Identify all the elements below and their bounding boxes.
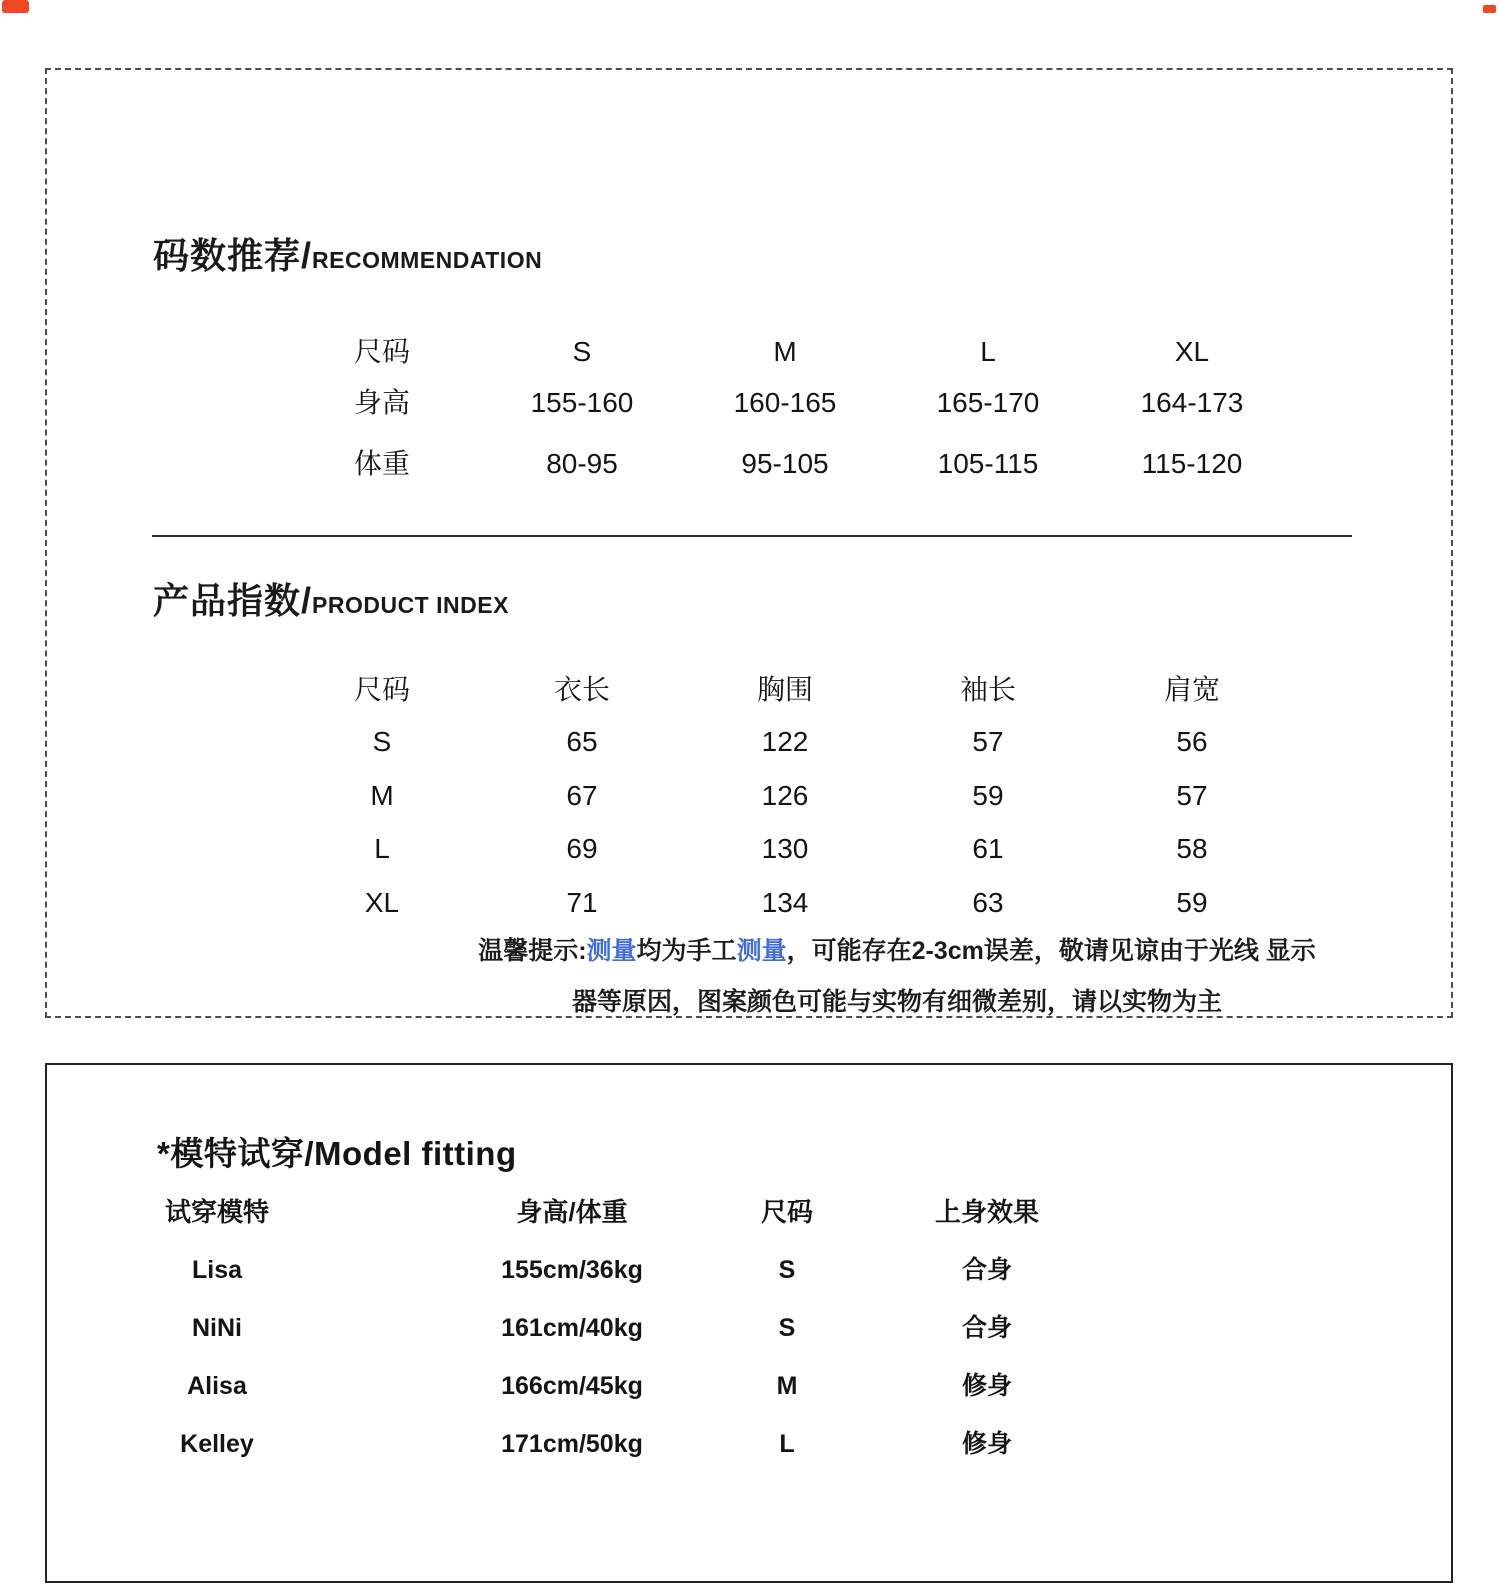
recommendation-title — [153, 234, 542, 278]
notice-line-1 — [347, 926, 1447, 977]
model-name: Kelley — [180, 1430, 254, 1458]
column-header: 试穿模特 — [164, 1197, 269, 1227]
notice-segment: 温馨提示: — [478, 937, 587, 965]
recommendation-row-weight — [47, 442, 1451, 486]
recommendation-title-en: RECOMMENDATION — [312, 247, 543, 273]
column-header: 衣长 — [553, 674, 610, 705]
model-name: NiNi — [192, 1314, 242, 1342]
table-cell: 126 — [761, 780, 809, 811]
notice-line-2: 器等原因，图案颜色可能与实物有细微差别，请以实物为主 — [571, 988, 1222, 1016]
notice-segment-highlight: 测量 — [586, 937, 637, 965]
table-cell: 130 — [761, 833, 809, 864]
model-fitting-header-row — [47, 1192, 1451, 1232]
column-header: 尺码 — [353, 674, 410, 705]
product-index-title-cn: 产品指数/ — [153, 580, 313, 621]
model-fitting-row — [47, 1250, 1451, 1290]
table-cell: 57 — [1176, 780, 1208, 811]
table-cell: 69 — [566, 833, 598, 864]
table-cell: 165-170 — [936, 387, 1040, 418]
corner-scribble-left — [2, 0, 29, 13]
notice-segment: ，可能存在2-3cm误差，敬请见谅由于光线 显示 — [786, 937, 1316, 965]
row-label: 体重 — [353, 448, 410, 479]
product-index-row-l — [47, 827, 1451, 871]
model-size: S — [778, 1256, 796, 1284]
size-guide-section — [45, 68, 1453, 1018]
table-cell: 155-160 — [530, 387, 634, 418]
table-cell: L — [980, 336, 996, 367]
row-label: 身高 — [353, 387, 410, 418]
column-header: 身高/体重 — [516, 1197, 628, 1227]
table-cell: 65 — [566, 726, 598, 757]
model-fitting-row — [47, 1424, 1451, 1464]
model-fitting-section — [45, 1063, 1453, 1583]
table-cell: 61 — [972, 833, 1004, 864]
recommendation-row-size — [47, 330, 1451, 374]
table-cell: 57 — [972, 726, 1004, 757]
product-index-title — [153, 579, 509, 623]
notice-segment-highlight: 测量 — [736, 937, 787, 965]
model-effect: 修身 — [961, 1372, 1012, 1400]
row-label: M — [370, 780, 394, 811]
product-index-header-row — [47, 668, 1451, 712]
notice-segment: 均为手工 — [636, 937, 737, 965]
model-spec: 171cm/50kg — [501, 1430, 643, 1458]
model-spec: 166cm/45kg — [501, 1372, 643, 1400]
model-name: Lisa — [191, 1256, 243, 1284]
recommendation-row-height — [47, 381, 1451, 425]
table-cell: XL — [1174, 336, 1210, 367]
table-cell: 58 — [1176, 833, 1208, 864]
table-cell: M — [773, 336, 797, 367]
model-effect: 合身 — [961, 1314, 1012, 1342]
product-index-row-s — [47, 720, 1451, 764]
model-effect: 修身 — [961, 1430, 1012, 1458]
column-header: 尺码 — [760, 1197, 813, 1227]
model-spec: 161cm/40kg — [501, 1314, 643, 1342]
recommendation-title-cn: 码数推荐/ — [153, 235, 313, 276]
table-cell: 160-165 — [733, 387, 837, 418]
column-header: 肩宽 — [1163, 674, 1220, 705]
row-label: 尺码 — [353, 336, 410, 367]
table-cell: 56 — [1176, 726, 1208, 757]
table-cell: 59 — [1176, 887, 1208, 918]
model-fitting-title: *模特试穿/Model fitting — [157, 1135, 517, 1172]
table-cell: 63 — [972, 887, 1004, 918]
table-cell: 122 — [761, 726, 809, 757]
model-size: S — [778, 1314, 796, 1342]
row-label: S — [372, 726, 392, 757]
column-header: 胸围 — [756, 674, 813, 705]
table-cell: 115-120 — [1141, 448, 1243, 479]
table-cell: 95-105 — [741, 448, 829, 479]
table-cell: 80-95 — [546, 448, 618, 479]
corner-scribble-right — [1483, 5, 1496, 13]
column-header: 袖长 — [959, 674, 1016, 705]
table-cell: 59 — [972, 780, 1004, 811]
model-fitting-row — [47, 1366, 1451, 1406]
row-label: XL — [364, 887, 400, 918]
model-name: Alisa — [187, 1372, 247, 1400]
model-effect: 合身 — [961, 1256, 1012, 1284]
table-cell: S — [572, 336, 592, 367]
model-size: L — [779, 1430, 795, 1458]
product-index-row-m — [47, 774, 1451, 818]
model-size: M — [776, 1372, 798, 1400]
table-cell: 67 — [566, 780, 598, 811]
column-header: 上身效果 — [934, 1197, 1039, 1227]
table-cell: 134 — [761, 887, 809, 918]
model-fitting-row — [47, 1308, 1451, 1348]
product-index-row-xl — [47, 881, 1451, 925]
table-cell: 71 — [566, 887, 598, 918]
table-cell: 105-115 — [937, 448, 1039, 479]
table-cell: 164-173 — [1140, 387, 1244, 418]
product-index-title-en: PRODUCT INDEX — [312, 592, 509, 618]
model-spec: 155cm/36kg — [501, 1256, 643, 1284]
measurement-notice — [347, 926, 1447, 1028]
section-divider — [152, 535, 1352, 537]
row-label: L — [374, 833, 390, 864]
